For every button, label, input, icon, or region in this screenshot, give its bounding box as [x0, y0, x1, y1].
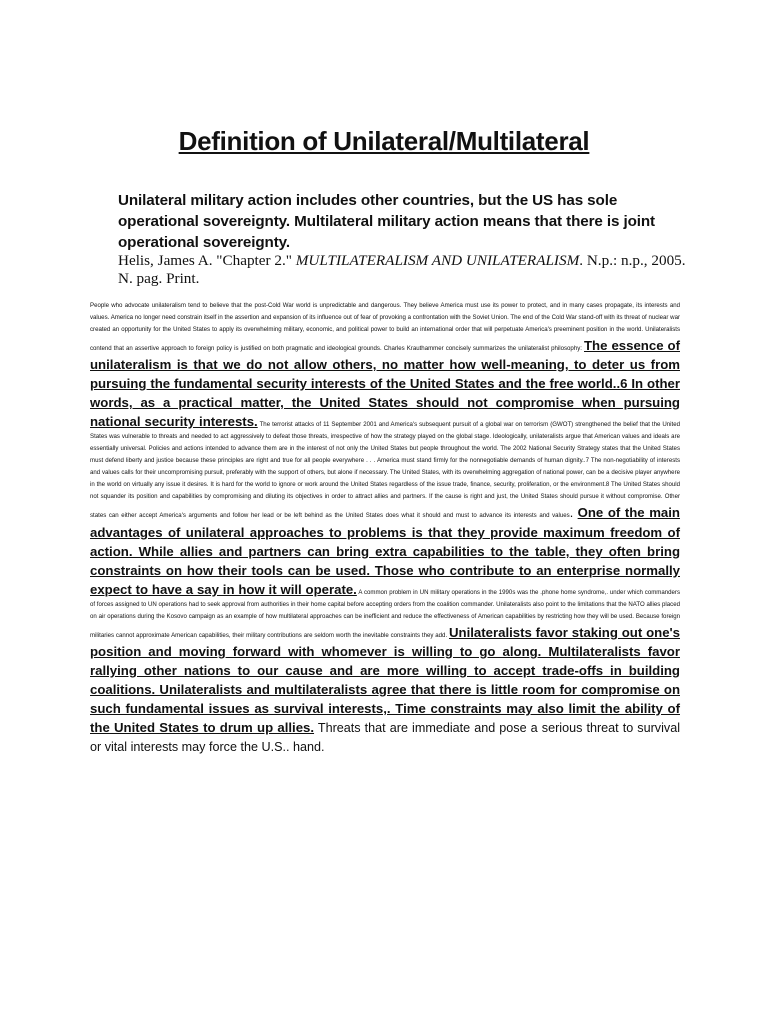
citation-author: Helis, James A. "Chapter 2.": [118, 252, 296, 269]
citation: [118, 252, 693, 287]
body-text-emphasis: One of the main advantages of unilateral approaches to problems is that they provide maximum freedom of action. While allies and partners can bring extra capabilities to the table, they often bring constraints on how their tools can be used. Those who contribute to an enterprise normally expect to have a say in how it will operate.: [90, 505, 680, 597]
body-text-regular: .: [569, 506, 578, 520]
citation-title: MULTILATERALISM AND UNILATERALISM: [295, 252, 580, 269]
body-text-small: People who advocate unilateralism tend to believe that the post-Cold War world is unpredictable and dangerous. They believe America must use its power to protect, and in many cases propagate, its interests and values. America no longer need constrain itself in the assertion and expansion of its influence out of fear of provoking a confrontation with the Soviet Union. The end of the Cold War stand-off with its threat of nuclear war created an opportunity for the United States to apply its overwhelming military, economic, and political power to build an international order that will perpetuate America's preeminent position in the world. Unilateralists contend that an assertive approach to foreign policy is justified on both pragmatic and ideological grounds. Charles Krauthammer concisely summarizes the unilateralist philosophy:: [90, 302, 680, 352]
page-title: Definition of Unilateral/Multilateral: [178, 126, 590, 156]
body-text-regular: Threats that are immediate and pose a serious threat to survival or vital interests may force the U.S.. hand.: [90, 721, 681, 754]
body-text-small: A common problem in UN military operations in the 1990s was the .phone home syndrome,. under which commanders of forces assigned to UN operations had to seek approval from authorities in their home capital before accepting orders from the coalition commander. Unilateralists also point to the limitations that the NATO allies placed on air operations during the Kosovo campaign as an example of how multilateral approaches can be inefficient and reduce the effectiveness of American capabilities by restricting how they will be used. Because foreign militaries cannot approximate American capabilities, their military contributions are seldom worth the inevitable constraints they add.: [90, 589, 680, 639]
body-text-emphasis: Unilateralists favor staking out one's position and moving forward with whomever is willing to go along. Multilateralists favor rallying other nations to our cause and are more willing to accept trade-offs in building coalitions. Unilateralists and multilateralists agree that there is little room for compromise on such fundamental issues as survival interests,. Time constraints may also limit the ability of the United States to drum up allies.: [90, 625, 680, 735]
body-text-emphasis: The essence of unilateralism is that we do not allow others, no matter how well-meaning, to deter us from pursuing the fundamental security interests of the United States and the free world..6 In other words, as a practical matter, the United States should not compromise when pursuing national security interests.: [90, 338, 680, 429]
citation-details: . N.p.: n.p., 2005. N. pag. Print.: [118, 252, 686, 287]
body-text-small: The terrorist attacks of 11 September 2001 and America's subsequent pursuit of a global war on terrorism (GWOT) strengthened the belief that the United States was vulnerable to threats and needed to act aggressively to defeat those threats, irrespective of how the strategy played on the global stage. Ideologically, unilateralists argue that American values and ideals are essentially universal. Policies and actions intended to advance them are in the interest of not only the United States but people throughout the world. The 2002 National Security Strategy states that the United States must defend liberty and justice because these principles are right and true for all people everywhere . . . America must stand firmly for the nonnegotiable demands of human dignity..7 The non-negotiability of interests and values calls for their uncompromising pursuit, preferably with the support of others, but alone if necessary. The United States, with its overwhelming aggregation of national power, can be a decisive player anywhere in the world on virtually any issue it desires. It is hard for the world to ignore or work around the United States regardless of the issue trade, finance, security, proliferation, or the environment.8 The United States should not squander its position and capabilities by compromising and diluting its objectives in order to attract allies and partners. If the cause is right and just, the United States should pursue it without compromise. Other states can either accept America's arguments and follow her lead or be left behind as the United States does what it should and must to advance its interests and values: [90, 421, 681, 519]
summary-paragraph: Unilateral military action includes other countries, but the US has sole operational sovereignty. Multilateral military action means that there is joint operational sovereignty.: [118, 192, 656, 251]
body-paragraph: [90, 300, 680, 757]
